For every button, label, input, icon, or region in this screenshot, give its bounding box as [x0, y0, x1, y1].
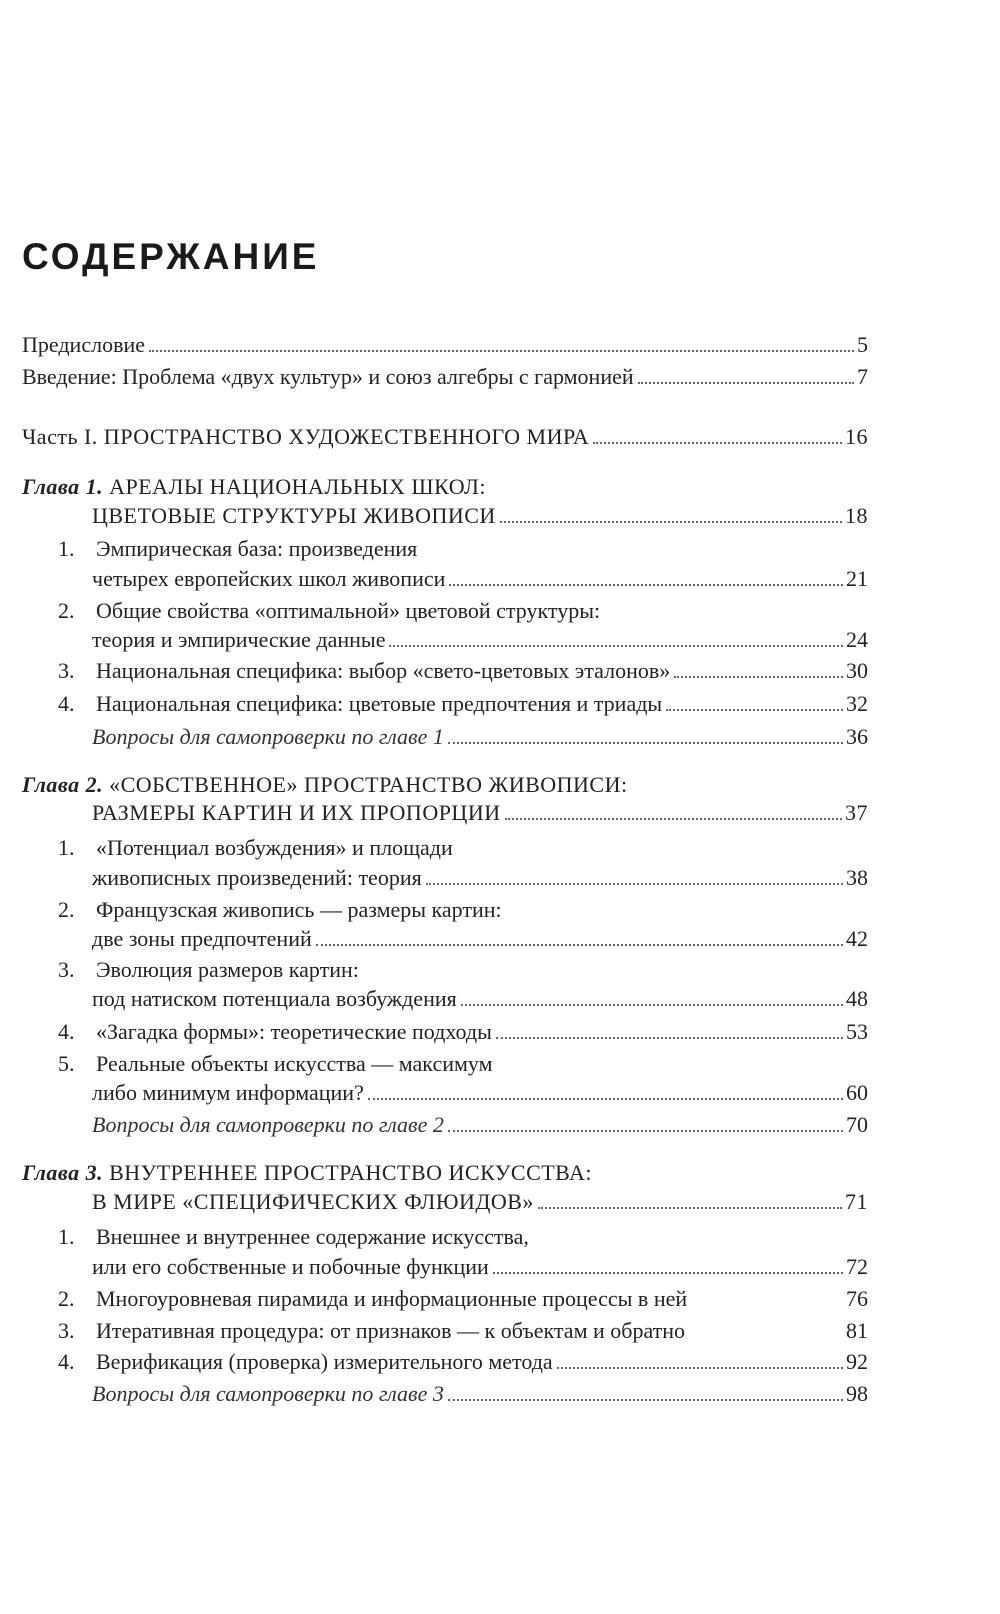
- page-number: 32: [846, 691, 868, 716]
- questions-title: Вопросы для самопроверки по главе 3: [92, 1381, 444, 1406]
- page-number: 70: [846, 1112, 868, 1137]
- section-title: Внешнее и внутреннее содержание искусства,: [96, 1224, 529, 1249]
- section-3-3[interactable]: [58, 1317, 868, 1345]
- questions-title: Вопросы для самопроверки по главе 1: [92, 724, 444, 749]
- questions-title: Вопросы для самопроверки по главе 2: [92, 1112, 444, 1137]
- page-number: 37: [845, 800, 868, 825]
- toc-entry-preface[interactable]: [22, 331, 868, 359]
- section-number: 1.: [58, 536, 75, 561]
- dot-leader: [666, 709, 843, 711]
- dot-leader: [557, 1367, 843, 1369]
- dot-leader: [461, 1004, 843, 1006]
- section-number: 3.: [58, 1318, 75, 1343]
- dot-leader: [149, 350, 854, 352]
- section-number: 1.: [58, 1224, 75, 1249]
- page-number: 72: [846, 1254, 868, 1279]
- chapter-2-heading[interactable]: [22, 771, 868, 799]
- section-title-line2: под натиском потенциала возбуждения: [92, 986, 457, 1011]
- section-1-3[interactable]: [58, 657, 868, 685]
- dot-leader: [448, 742, 843, 744]
- section-title: Общие свойства «оптимальной» цветовой структуры:: [96, 598, 601, 623]
- page-number: 53: [846, 1019, 868, 1044]
- chapter-title-line2: РАЗМЕРЫ КАРТИН И ИХ ПРОПОРЦИИ: [92, 800, 501, 825]
- page-number: 7: [857, 364, 868, 389]
- section-number: 4.: [58, 1019, 75, 1044]
- section-3-1-line2[interactable]: [92, 1253, 868, 1281]
- toc-entry-part-1[interactable]: [22, 423, 868, 451]
- page-number: 98: [846, 1381, 868, 1406]
- section-2-4[interactable]: [58, 1018, 868, 1046]
- page-number: 76: [846, 1286, 868, 1311]
- section-3-4[interactable]: [58, 1348, 868, 1376]
- section-title-line2: живописных произведений: теория: [92, 865, 422, 890]
- section-1-1-line2[interactable]: [92, 565, 868, 593]
- section-title-line2: либо минимум информации?: [92, 1080, 364, 1105]
- section-title: Итеративная процедура: от признаков — к объектам и обратно: [96, 1318, 686, 1343]
- entry-title: Предисловие: [22, 332, 145, 357]
- section-3-2[interactable]: [58, 1285, 868, 1313]
- chapter-2-heading-line2[interactable]: [92, 799, 868, 827]
- section-number: 2.: [58, 598, 75, 623]
- section-1-2-line2[interactable]: [92, 626, 868, 654]
- chapter-title-line1: ВНУТРЕННЕЕ ПРОСТРАНСТВО ИСКУССТВА:: [109, 1160, 592, 1185]
- chapter-title-line1: АРЕАЛЫ НАЦИОНАЛЬНЫХ ШКОЛ:: [109, 474, 487, 499]
- page-number: 92: [846, 1349, 868, 1374]
- page-number: 21: [846, 566, 868, 591]
- page-number: 38: [846, 865, 868, 890]
- section-title: Национальная специфика: цветовые предпочтения и триады: [96, 691, 663, 716]
- dot-leader: [638, 382, 854, 384]
- chapter-label: Глава 3.: [22, 1160, 104, 1185]
- chapter-3-heading-line2[interactable]: [92, 1188, 868, 1216]
- section-2-3-line2[interactable]: [92, 985, 868, 1013]
- page-title: СОДЕРЖАНИЕ: [22, 236, 320, 277]
- chapter-1-heading-line2[interactable]: [92, 502, 868, 530]
- page-number: 48: [846, 986, 868, 1011]
- section-title: Французская живопись — размеры картин:: [96, 897, 502, 922]
- section-title: Верификация (проверка) измерительного метода: [96, 1349, 553, 1374]
- section-number: 3.: [58, 957, 75, 982]
- dot-leader: [316, 944, 843, 946]
- dot-leader: [368, 1098, 843, 1100]
- page-number: 30: [846, 658, 868, 683]
- dot-leader: [448, 1130, 843, 1132]
- chapter-title-line1: «СОБСТВЕННОЕ» ПРОСТРАНСТВО ЖИВОПИСИ:: [109, 772, 628, 797]
- chapter-label: Глава 1.: [22, 474, 104, 499]
- section-2-1[interactable]: [58, 834, 868, 862]
- section-title: Реальные объекты искусства — максимум: [96, 1051, 493, 1076]
- section-2-1-line2[interactable]: [92, 864, 868, 892]
- section-number: 2.: [58, 897, 75, 922]
- section-1-4[interactable]: [58, 690, 868, 718]
- dot-leader: [493, 1272, 843, 1274]
- chapter-title-line2: ЦВЕТОВЫЕ СТРУКТУРЫ ЖИВОПИСИ: [92, 503, 496, 528]
- section-2-2[interactable]: [58, 896, 868, 924]
- section-title: Эволюция размеров картин:: [96, 957, 359, 982]
- dot-leader: [674, 676, 843, 678]
- page-number: 60: [846, 1080, 868, 1105]
- section-1-2[interactable]: [58, 597, 868, 625]
- section-title: Национальная специфика: выбор «свето-цветовых эталонов»: [96, 658, 671, 683]
- section-number: 2.: [58, 1286, 75, 1311]
- dot-leader: [426, 883, 843, 885]
- dot-leader: [538, 1207, 842, 1209]
- section-3-1[interactable]: [58, 1223, 868, 1251]
- page-number: 18: [845, 503, 868, 528]
- section-title: Многоуровневая пирамида и информационные процессы в ней: [96, 1286, 688, 1311]
- chapter-1-heading[interactable]: [22, 473, 868, 501]
- section-title: Эмпирическая база: произведения: [96, 536, 418, 561]
- dot-leader: [496, 1037, 843, 1039]
- dot-leader: [505, 818, 842, 820]
- questions-chapter-3[interactable]: [92, 1380, 868, 1408]
- section-2-5[interactable]: [58, 1050, 868, 1078]
- dot-leader: [593, 442, 842, 444]
- section-title-line2: четырех европейских школ живописи: [92, 566, 446, 591]
- dot-leader: [500, 521, 842, 523]
- section-number: 3.: [58, 658, 75, 683]
- page-number: 71: [845, 1189, 868, 1214]
- page-number: 16: [845, 424, 868, 449]
- dot-leader: [448, 1399, 843, 1401]
- chapter-3-heading[interactable]: [22, 1159, 868, 1187]
- section-number: 4.: [58, 691, 75, 716]
- section-title: «Потенциал возбуждения» и площади: [96, 835, 453, 860]
- section-2-5-line2[interactable]: [92, 1079, 868, 1107]
- page-number: 5: [857, 332, 868, 357]
- section-1-1[interactable]: [58, 535, 868, 563]
- entry-title: Введение: Проблема «двух культур» и союз алгебры с гармонией: [22, 364, 634, 389]
- page-number: 42: [846, 926, 868, 951]
- page-number: 81: [846, 1318, 868, 1343]
- page-number: 36: [846, 724, 868, 749]
- entry-title: Часть I. ПРОСТРАНСТВО ХУДОЖЕСТВЕННОГО МИРА: [22, 424, 590, 449]
- section-title: «Загадка формы»: теоретические подходы: [96, 1019, 492, 1044]
- dot-leader: [389, 645, 843, 647]
- questions-chapter-1[interactable]: [92, 723, 868, 751]
- questions-chapter-2[interactable]: [92, 1111, 868, 1139]
- section-title-line2: две зоны предпочтений: [92, 926, 312, 951]
- dot-leader: [449, 584, 843, 586]
- chapter-title-line2: В МИРЕ «СПЕЦИФИЧЕСКИХ ФЛЮИДОВ»: [92, 1189, 534, 1214]
- section-title-line2: теория и эмпирические данные: [92, 627, 386, 652]
- section-number: 5.: [58, 1051, 75, 1076]
- page-number: 24: [846, 627, 868, 652]
- chapter-label: Глава 2.: [22, 772, 104, 797]
- section-title-line2: или его собственные и побочные функции: [92, 1254, 489, 1279]
- section-2-2-line2[interactable]: [92, 925, 868, 953]
- toc-entry-intro[interactable]: [22, 363, 868, 391]
- section-number: 4.: [58, 1349, 75, 1374]
- section-number: 1.: [58, 835, 75, 860]
- section-2-3[interactable]: [58, 956, 868, 984]
